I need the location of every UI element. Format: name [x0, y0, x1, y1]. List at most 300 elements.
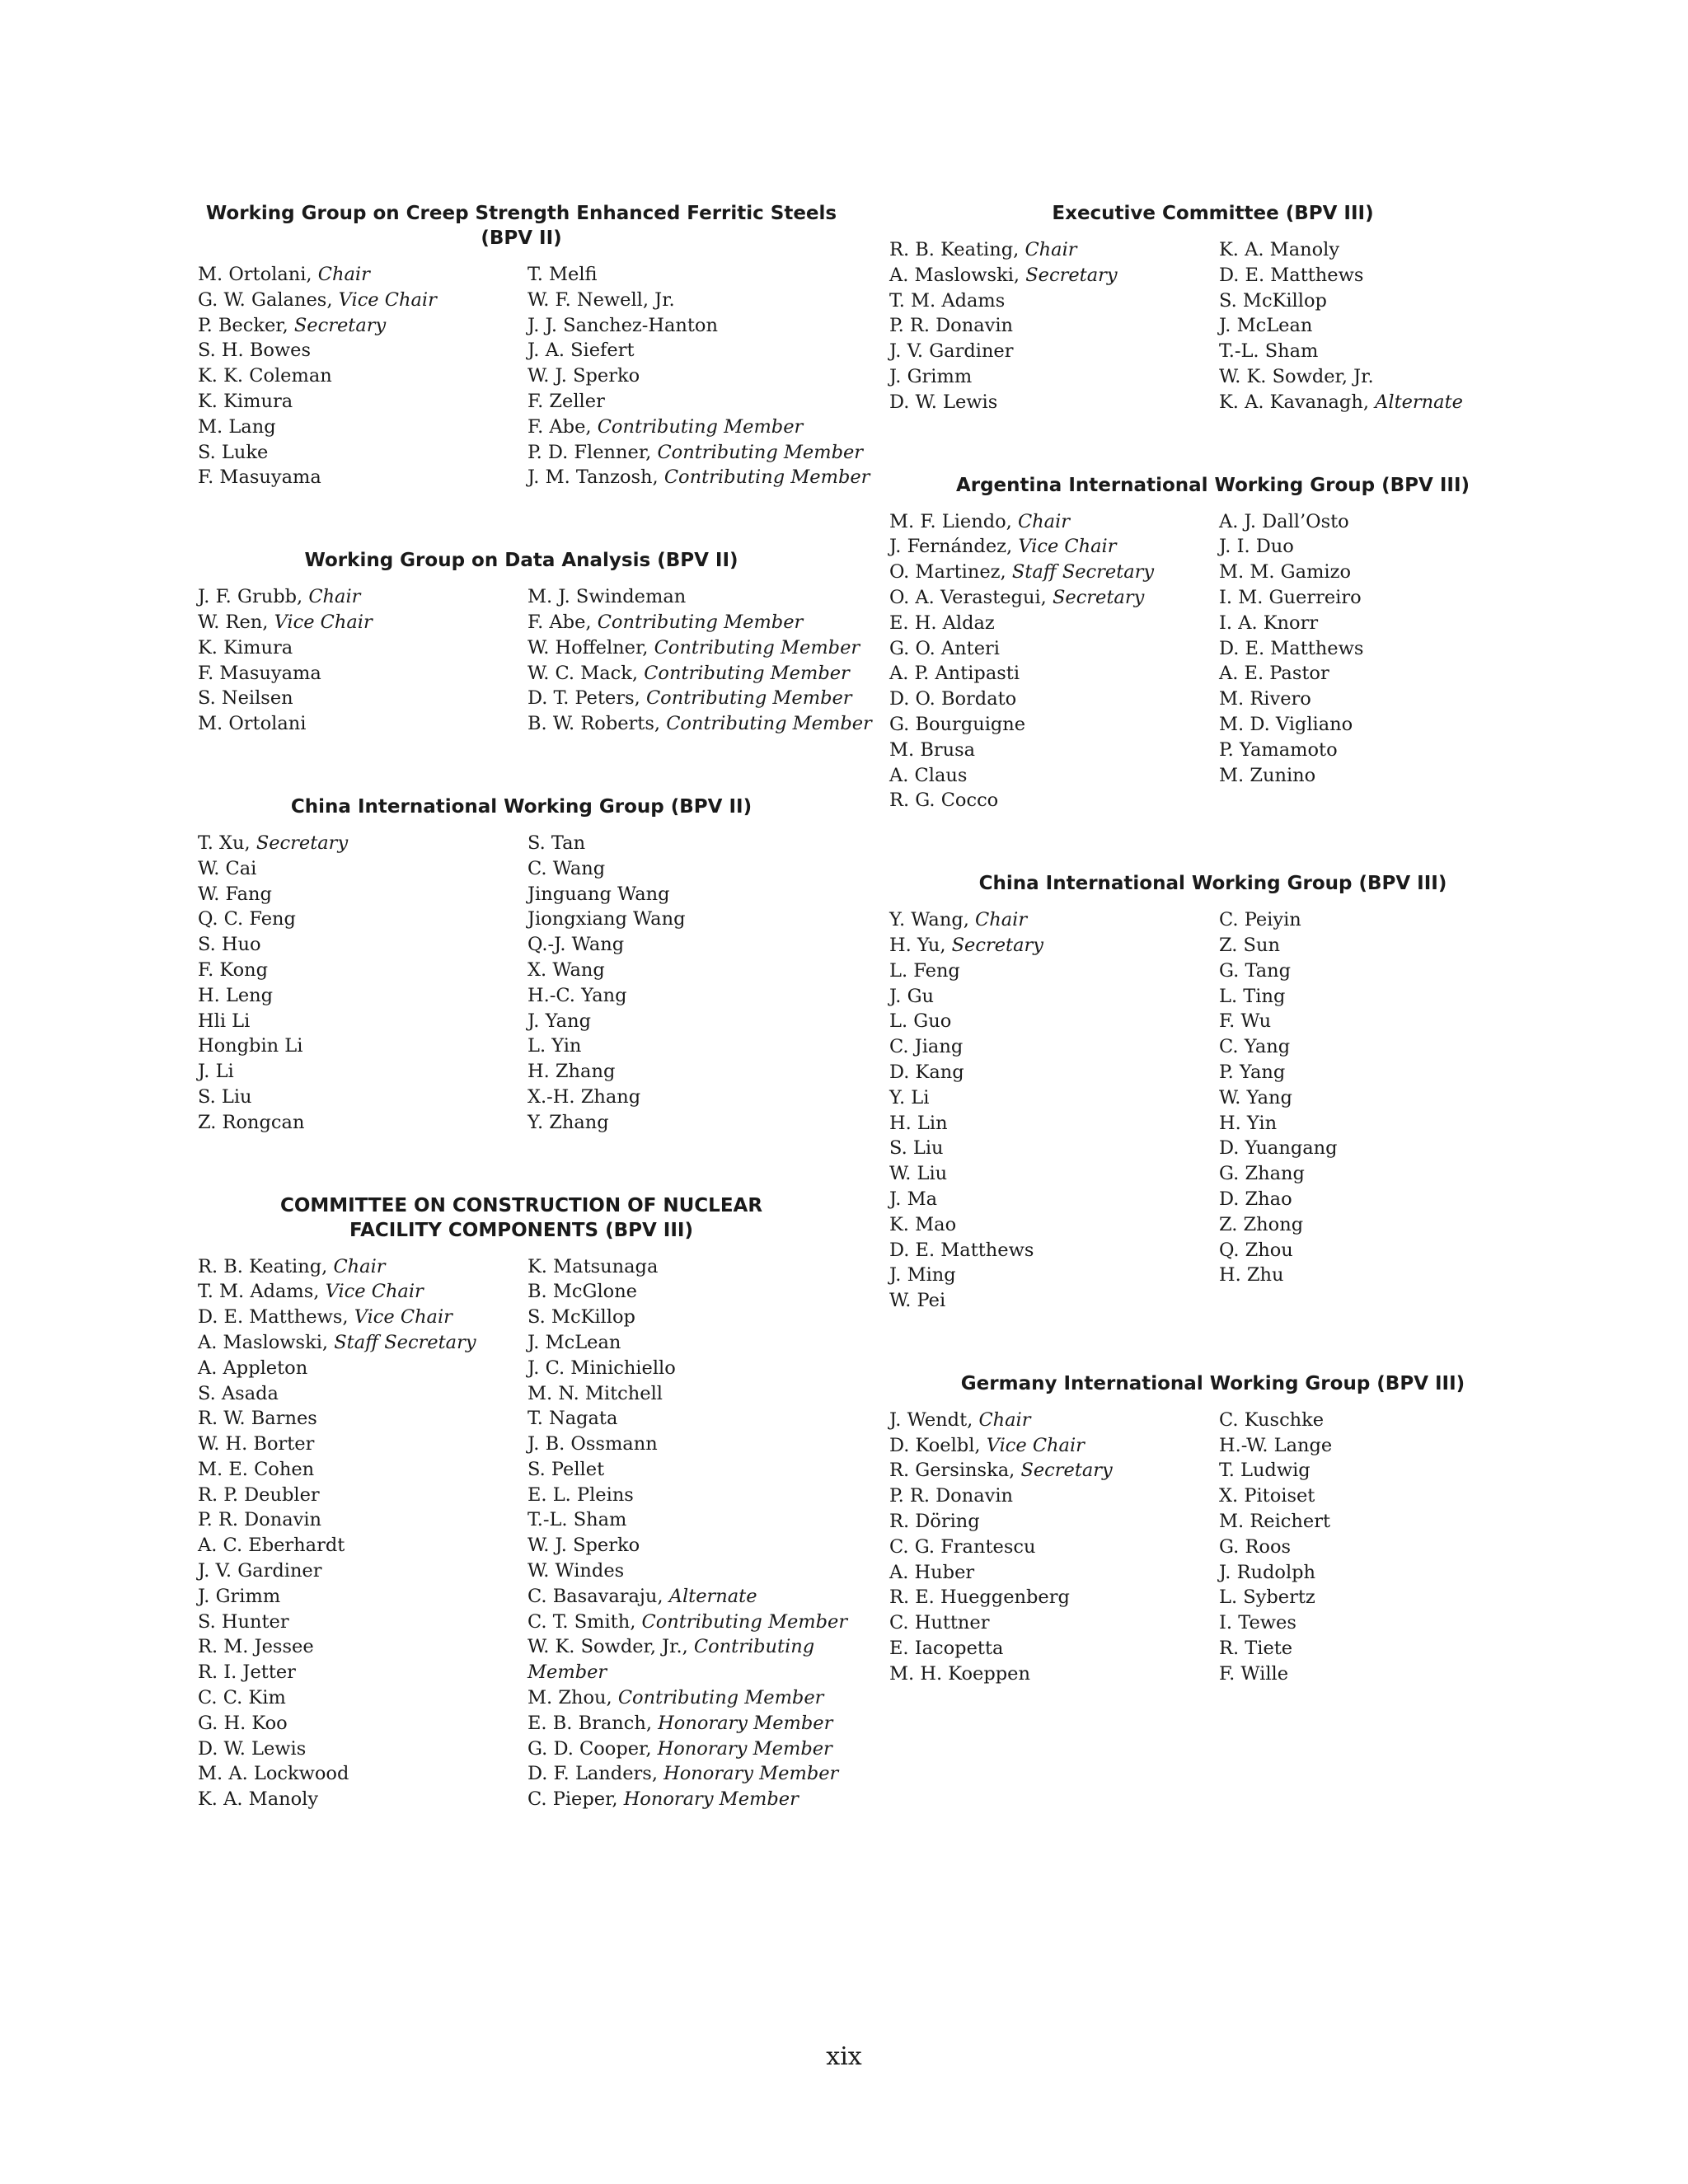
- member-name: A. C. Eberhardt: [198, 1535, 345, 1557]
- member-name: L. Feng: [889, 959, 960, 982]
- member-entry: [1219, 1483, 1536, 1509]
- member-entry: [198, 1736, 528, 1762]
- member-entry: [1219, 687, 1536, 712]
- member-entry: [528, 1009, 845, 1034]
- member-entry: [1219, 263, 1536, 288]
- member-role: Secretary: [1052, 586, 1145, 608]
- member-entry: [528, 686, 852, 711]
- member-entry: [889, 687, 1219, 712]
- member-name: Q. C. Feng: [198, 908, 296, 930]
- member-entry: [889, 636, 1219, 662]
- member-entry: [1219, 1009, 1536, 1034]
- member-entry: [889, 585, 1219, 611]
- member-name: F. Masuyama: [198, 662, 321, 684]
- member-entry: [198, 661, 528, 687]
- member-entry: [198, 711, 528, 737]
- right-column: [889, 201, 1536, 1745]
- member-name: H. Zhang: [528, 1061, 616, 1083]
- member-name: S. Liu: [889, 1137, 944, 1160]
- member-name: G. H. Koo: [198, 1712, 288, 1734]
- member-column: [198, 584, 528, 737]
- member-name: X.-H. Zhang: [528, 1085, 641, 1108]
- member-column: [889, 1408, 1219, 1687]
- member-entry: [198, 338, 528, 363]
- member-entry: [198, 958, 528, 983]
- member-column: [1219, 237, 1536, 415]
- member-name: J. Gu: [889, 985, 935, 1007]
- member-entry: [889, 1661, 1219, 1687]
- member-entry: [528, 1059, 845, 1085]
- member-entry: [198, 1787, 528, 1812]
- member-name: M. M. Gamizo: [1219, 561, 1352, 583]
- member-name: R. Gersinska,: [889, 1460, 1015, 1482]
- member-name: T. M. Adams,: [198, 1281, 320, 1303]
- member-name: J. Yang: [528, 1010, 591, 1032]
- member-entry: [1219, 237, 1536, 263]
- member-entry: [889, 288, 1219, 314]
- member-name: C. Yang: [1219, 1036, 1291, 1058]
- member-list: [198, 262, 870, 490]
- member-column: [1219, 907, 1536, 1314]
- member-entry: [1219, 763, 1536, 789]
- member-role: Contributing Member: [654, 636, 860, 658]
- member-name: D. W. Lewis: [889, 391, 998, 413]
- member-name: X. Wang: [528, 958, 605, 981]
- member-entry: [528, 1711, 845, 1736]
- member-name: A. Claus: [889, 764, 968, 786]
- member-entry: [528, 465, 870, 490]
- member-name: J. McLean: [1219, 315, 1313, 337]
- member-name: C. T. Smith,: [528, 1610, 636, 1633]
- member-name: W. Liu: [889, 1163, 948, 1185]
- member-name: M. Ortolani,: [198, 264, 312, 285]
- member-name: P. R. Donavin: [889, 1485, 1014, 1507]
- member-entry: [198, 686, 528, 711]
- member-entry: [528, 831, 845, 856]
- member-name: T. M. Adams: [889, 289, 1006, 312]
- member-role: Contributing Member: [657, 441, 864, 463]
- member-entry: [198, 856, 528, 882]
- member-name: K. Mao: [889, 1213, 957, 1235]
- member-entry: [889, 984, 1219, 1010]
- member-name: M. A. Lockwood: [198, 1763, 349, 1785]
- member-name: H.-W. Lange: [1219, 1434, 1333, 1456]
- member-name: J. V. Gardiner: [198, 1560, 322, 1582]
- member-name: C. Pieper,: [528, 1788, 618, 1811]
- member-entry: [528, 1457, 845, 1483]
- member-name: J. M. Tanzosh,: [528, 466, 659, 489]
- member-entry: [198, 1457, 528, 1483]
- member-entry: [1219, 984, 1536, 1010]
- member-entry: [198, 1558, 528, 1584]
- member-name: D. E. Matthews: [889, 1239, 1034, 1261]
- member-name: M. H. Koeppen: [889, 1662, 1030, 1685]
- member-name: J. Wendt,: [889, 1408, 973, 1431]
- member-entry: [1219, 1187, 1536, 1212]
- member-entry: [528, 1110, 845, 1136]
- member-entry: [528, 907, 845, 932]
- member-entry: [1219, 1661, 1536, 1687]
- member-name: I. A. Knorr: [1219, 612, 1319, 634]
- member-entry: [889, 1560, 1219, 1586]
- member-entry: [889, 1009, 1219, 1034]
- member-entry: [1219, 1433, 1536, 1459]
- member-name: Jiongxiang Wang: [528, 908, 686, 930]
- member-list: [889, 907, 1536, 1314]
- member-role: Secretary: [951, 934, 1043, 956]
- member-name: C. Basavaraju,: [528, 1585, 663, 1607]
- member-role: Honorary Member: [663, 1763, 839, 1785]
- member-name: R. G. Cocco: [889, 790, 999, 812]
- member-name: C. Jiang: [889, 1036, 964, 1058]
- member-role: Vice Chair: [338, 288, 437, 311]
- member-name: J. A. Siefert: [528, 340, 635, 362]
- member-entry: [198, 1254, 528, 1280]
- member-name: T.-L. Sham: [1219, 340, 1319, 363]
- member-name: P. Yang: [1219, 1061, 1286, 1083]
- member-entry: [1219, 390, 1536, 415]
- member-entry: [198, 1507, 528, 1533]
- member-entry: [1219, 1263, 1536, 1288]
- member-name: R. B. Keating,: [889, 239, 1020, 260]
- member-role: Chair: [333, 1255, 386, 1277]
- member-entry: [528, 932, 845, 958]
- member-name: D. F. Landers,: [528, 1763, 658, 1785]
- member-name: L. Sybertz: [1219, 1586, 1315, 1609]
- member-list: [198, 584, 872, 737]
- member-entry: [889, 263, 1219, 288]
- member-name: C. Wang: [528, 857, 606, 879]
- member-entry: [198, 932, 528, 958]
- member-role: Contributing Member: [644, 662, 850, 684]
- member-entry: [528, 958, 845, 983]
- member-name: G. Tang: [1219, 959, 1292, 982]
- member-role: Contributing Member: [641, 1610, 848, 1633]
- member-entry: [1219, 313, 1536, 339]
- member-column: [889, 237, 1219, 415]
- member-entry: [198, 1584, 528, 1610]
- member-entry: [528, 1634, 845, 1685]
- member-name: K. Matsunaga: [528, 1255, 659, 1277]
- member-entry: [528, 882, 845, 907]
- member-column: [1219, 1408, 1536, 1687]
- member-name: J. Ming: [889, 1264, 956, 1286]
- member-name: J. Fernández,: [889, 536, 1013, 558]
- member-column: [528, 831, 845, 1136]
- member-entry: [198, 389, 528, 415]
- member-entry: [1219, 1212, 1536, 1238]
- member-entry: [198, 1330, 528, 1356]
- member-name: D. Zhao: [1219, 1188, 1292, 1210]
- member-name: R. W. Barnes: [198, 1408, 317, 1430]
- member-entry: [198, 262, 528, 288]
- member-name: D. W. Lewis: [198, 1737, 307, 1760]
- member-entry: [1219, 1535, 1536, 1560]
- member-name: F. Wille: [1219, 1662, 1289, 1685]
- member-name: M. Lang: [198, 415, 276, 438]
- member-entry: [198, 584, 528, 610]
- member-name: H. Yu,: [889, 934, 946, 956]
- member-entry: [1219, 712, 1536, 738]
- member-entry: [528, 1305, 845, 1330]
- member-entry: [198, 1085, 528, 1110]
- member-entry: [1219, 364, 1536, 390]
- member-name: J. Rudolph: [1219, 1561, 1316, 1583]
- member-role: Vice Chair: [354, 1306, 452, 1329]
- group-heading: Argentina International Working Group (BPV III): [955, 474, 1470, 496]
- member-name: F. Masuyama: [198, 466, 321, 489]
- member-name: M. Ortolani: [198, 713, 307, 735]
- member-entry: [889, 1433, 1219, 1459]
- member-name: Y. Li: [889, 1086, 930, 1108]
- member-role: Chair: [308, 586, 361, 608]
- member-entry: [1219, 1610, 1536, 1636]
- committee-group: [889, 871, 1536, 1314]
- member-name: J. I. Duo: [1219, 536, 1294, 558]
- member-role: Alternate: [1375, 391, 1463, 413]
- member-name: A. E. Pastor: [1219, 663, 1329, 685]
- member-name: E. B. Branch,: [528, 1712, 653, 1734]
- member-entry: [528, 635, 860, 661]
- member-role: Contributing Member: [645, 687, 852, 710]
- member-entry: [198, 1110, 528, 1136]
- member-name: S. Neilsen: [198, 687, 293, 710]
- member-entry: [528, 288, 845, 313]
- member-name: W. Hoffelner,: [528, 636, 649, 658]
- member-entry: [889, 237, 1219, 263]
- member-entry: [528, 1584, 845, 1610]
- member-name: H.-C. Yang: [528, 984, 627, 1006]
- member-name: S. Asada: [198, 1382, 279, 1404]
- member-entry: [198, 1059, 528, 1085]
- member-entry: [889, 1238, 1219, 1263]
- member-name: T. Ludwig: [1219, 1460, 1311, 1482]
- member-name: E. L. Pleins: [528, 1483, 634, 1506]
- member-name: Y. Zhang: [528, 1111, 609, 1133]
- member-name: F. Zeller: [528, 390, 605, 412]
- member-name: Z. Rongcan: [198, 1111, 305, 1133]
- member-entry: [889, 1483, 1219, 1509]
- member-entry: [198, 1610, 528, 1635]
- member-role: Contributing Member: [663, 466, 870, 489]
- member-entry: [198, 635, 528, 661]
- member-entry: [889, 611, 1219, 636]
- member-entry: [198, 465, 528, 490]
- member-entry: [528, 1761, 845, 1787]
- member-entry: [889, 1509, 1219, 1535]
- member-name: S. Tan: [528, 832, 586, 854]
- member-entry: [198, 363, 528, 389]
- member-name: W. Cai: [198, 857, 257, 879]
- member-column: [528, 584, 872, 737]
- member-name: R. Döring: [889, 1511, 980, 1533]
- member-entry: [1219, 1509, 1536, 1535]
- member-column: [198, 831, 528, 1136]
- member-entry: [889, 1085, 1219, 1111]
- member-name: P. R. Donavin: [198, 1509, 322, 1531]
- member-column: [528, 1254, 848, 1813]
- member-name: E. Iacopetta: [889, 1638, 1004, 1660]
- member-entry: [1219, 1161, 1536, 1187]
- member-name: W. Pei: [889, 1290, 946, 1312]
- member-entry: [528, 711, 872, 737]
- member-entry: [1219, 611, 1536, 636]
- member-entry: [198, 1279, 528, 1305]
- member-name: E. H. Aldaz: [889, 612, 995, 634]
- member-entry: [198, 1305, 528, 1330]
- member-entry: [198, 1761, 528, 1787]
- member-entry: [889, 712, 1219, 738]
- member-name: R. I. Jetter: [198, 1661, 296, 1684]
- member-entry: [198, 610, 528, 635]
- member-entry: [889, 1408, 1219, 1433]
- member-name: Z. Zhong: [1219, 1213, 1304, 1235]
- member-entry: [198, 1533, 528, 1558]
- member-name: R. Tiete: [1219, 1638, 1293, 1660]
- member-name: Jinguang Wang: [528, 883, 670, 905]
- member-entry: [889, 1060, 1219, 1085]
- member-entry: [889, 1187, 1219, 1212]
- member-role: Chair: [1017, 510, 1071, 532]
- member-list: [198, 1254, 848, 1813]
- member-name: J. J. Sanchez-Hanton: [528, 314, 718, 336]
- member-name: A. Appleton: [198, 1357, 308, 1379]
- member-name: P. Becker,: [198, 314, 288, 336]
- member-name: I. Tewes: [1219, 1612, 1296, 1634]
- member-name: K. Kimura: [198, 390, 293, 412]
- member-column: [889, 509, 1219, 814]
- member-name: G. O. Anteri: [889, 637, 1000, 659]
- member-name: W. C. Mack,: [528, 662, 639, 684]
- member-role: Chair: [317, 264, 370, 285]
- member-entry: [889, 1288, 1219, 1314]
- group-heading: COMMITTEE ON CONSTRUCTION OF NUCLEAR FACILITY COMPONENTS (BPV III): [279, 1194, 763, 1241]
- member-name: A. P. Antipasti: [889, 663, 1020, 685]
- member-entry: [1219, 1408, 1536, 1433]
- member-role: Contributing Member: [597, 415, 804, 438]
- member-name: H. Zhu: [1219, 1264, 1284, 1286]
- group-heading: China International Working Group (BPV II): [290, 795, 753, 818]
- member-entry: [1219, 1585, 1536, 1610]
- member-entry: [889, 738, 1219, 763]
- member-role: Chair: [1025, 239, 1077, 260]
- member-entry: [198, 1432, 528, 1457]
- member-role: Honorary Member: [658, 1712, 833, 1734]
- member-entry: [198, 1009, 528, 1034]
- member-column: [528, 262, 870, 490]
- member-entry: [198, 415, 528, 440]
- member-role: Secretary: [293, 314, 387, 336]
- member-name: W. Ren,: [198, 611, 269, 633]
- member-entry: [1219, 907, 1536, 933]
- member-role: Contributing Member: [528, 1636, 815, 1684]
- member-entry: [198, 1634, 528, 1660]
- member-entry: [1219, 636, 1536, 662]
- member-entry: [1219, 738, 1536, 763]
- member-entry: [528, 1787, 845, 1812]
- group-heading: Executive Committee (BPV III): [1052, 203, 1374, 224]
- member-name: S. Hunter: [198, 1610, 289, 1633]
- member-name: W. K. Sowder, Jr.: [1219, 365, 1374, 387]
- member-column: [198, 1254, 528, 1813]
- member-entry: [1219, 288, 1536, 314]
- member-entry: [1219, 1458, 1536, 1483]
- member-entry: [889, 534, 1219, 560]
- member-entry: [1219, 560, 1536, 585]
- member-name: W. Yang: [1219, 1086, 1292, 1108]
- member-entry: [528, 262, 845, 288]
- member-name: D. O. Bordato: [889, 688, 1017, 710]
- member-name: Hli Li: [198, 1010, 251, 1032]
- member-name: R. P. Deubler: [198, 1483, 320, 1506]
- member-entry: [889, 1636, 1219, 1661]
- member-entry: [198, 1660, 528, 1685]
- member-entry: [889, 1263, 1219, 1288]
- member-name: H. Leng: [198, 984, 274, 1006]
- member-entry: [198, 1685, 528, 1711]
- member-role: Chair: [978, 1408, 1031, 1431]
- member-role: Contributing Member: [617, 1687, 824, 1709]
- member-name: M. D. Vigliano: [1219, 713, 1353, 735]
- member-entry: [528, 415, 845, 440]
- member-entry: [889, 509, 1219, 535]
- member-name: G. W. Galanes,: [198, 288, 333, 311]
- member-name: J. F. Grubb,: [198, 586, 303, 608]
- member-entry: [198, 1406, 528, 1432]
- member-name: C. Peiyin: [1219, 909, 1301, 931]
- member-name: F. Kong: [198, 958, 269, 981]
- member-name: W. F. Newell, Jr.: [528, 288, 675, 311]
- member-name: Hongbin Li: [198, 1035, 303, 1057]
- member-entry: [198, 1483, 528, 1508]
- member-name: M. Zunino: [1219, 764, 1316, 786]
- committee-group: [889, 473, 1536, 814]
- member-name: S. McKillop: [1219, 289, 1327, 312]
- member-name: S. Liu: [198, 1085, 252, 1108]
- member-name: J. Li: [198, 1061, 234, 1083]
- member-entry: [889, 907, 1219, 933]
- member-entry: [528, 338, 845, 363]
- member-name: K. A. Kavanagh,: [1219, 391, 1369, 413]
- member-name: C. Kuschke: [1219, 1408, 1325, 1431]
- member-name: P. Yamamoto: [1219, 738, 1338, 761]
- member-role: Vice Chair: [986, 1434, 1085, 1456]
- member-entry: [1219, 1560, 1536, 1586]
- member-entry: [528, 363, 845, 389]
- member-name: J. McLean: [528, 1331, 621, 1353]
- member-name: T.-L. Sham: [528, 1509, 627, 1531]
- member-entry: [198, 288, 528, 313]
- group-heading: Germany International Working Group (BPV III): [960, 1372, 1465, 1394]
- member-name: K. A. Manoly: [1219, 239, 1340, 260]
- member-entry: [528, 584, 845, 610]
- member-entry: [889, 1535, 1219, 1560]
- member-role: Secretary: [256, 832, 349, 854]
- member-entry: [1219, 1111, 1536, 1137]
- member-entry: [528, 1381, 845, 1407]
- member-entry: [528, 1507, 845, 1533]
- member-entry: [889, 560, 1219, 585]
- member-name: J. Grimm: [198, 1585, 281, 1607]
- member-entry: [1219, 1636, 1536, 1661]
- member-name: K. A. Manoly: [198, 1788, 319, 1811]
- member-entry: [198, 440, 528, 466]
- group-heading: Working Group on Data Analysis (BPV II): [304, 550, 738, 572]
- member-name: A. J. Dall’Osto: [1219, 510, 1349, 532]
- member-name: Q.-J. Wang: [528, 934, 625, 956]
- group-heading: Working Group on Creep Strength Enhanced Ferritic Steels (BPV II): [205, 203, 837, 249]
- member-name: S. Huo: [198, 934, 261, 956]
